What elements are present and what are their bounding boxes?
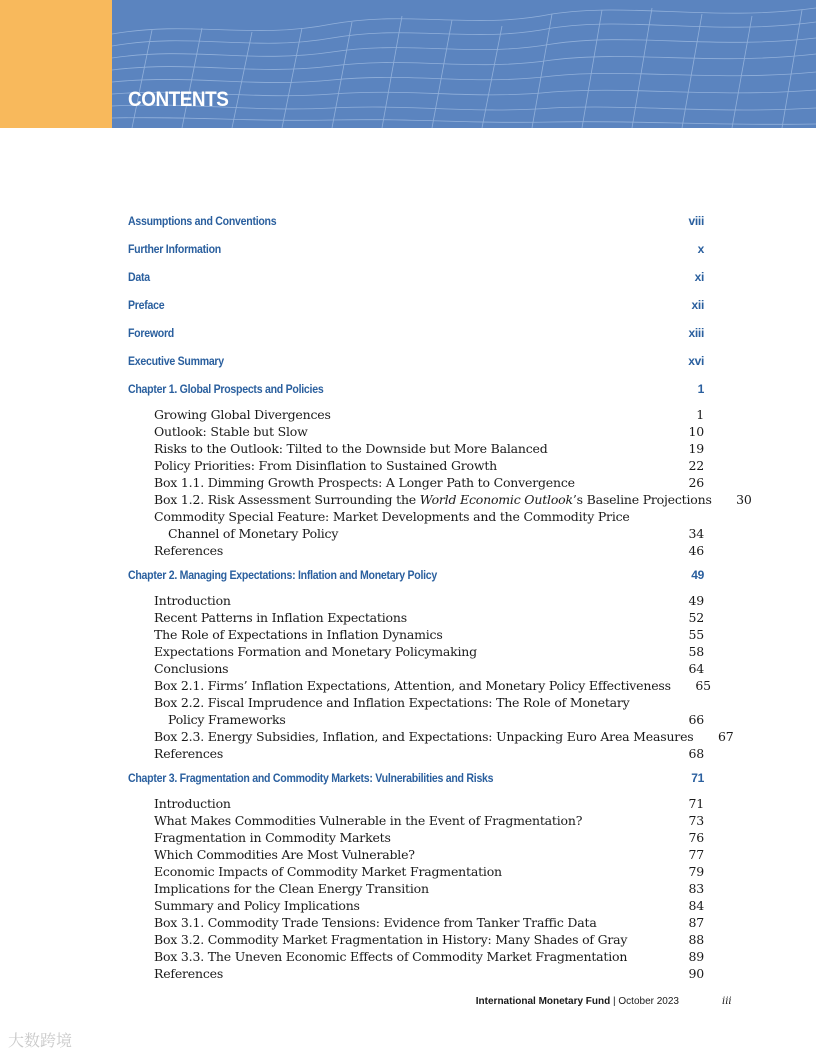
toc-entry-title: Further Information [128,242,221,256]
toc-entry[interactable] [128,542,704,559]
toc-entry-title: Risks to the Outlook: Tilted to the Downside but More Balanced [154,441,548,456]
toc-entry-title: Commodity Special Feature: Market Developments and the Commodity Price Channel of Monetary Policy [154,509,630,541]
toc-entry[interactable] [128,846,704,863]
toc-entry[interactable] [128,812,704,829]
toc-entry-page: 49 [688,593,704,608]
toc-entry-page: 30 [736,492,752,507]
toc-entry-title: References [154,746,224,761]
toc-chapter-1[interactable] [128,378,704,406]
toc-entry[interactable] [128,948,704,965]
chapter-page: 1 [697,382,704,396]
chapter-1-section [128,378,752,559]
toc-entry-page: 58 [688,644,704,659]
toc-entry-title: Box 3.2. Commodity Market Fragmentation in History: Many Shades of Gray [154,932,628,947]
footer-publication [476,996,679,1007]
toc-entry-title: Introduction [154,796,231,811]
toc-entry-title: Recent Patterns in Inflation Expectations [154,610,407,625]
toc-entry-page: 64 [688,661,704,676]
footer-publisher: International Monetary Fund [475,996,611,1007]
chapter-title: Chapter 3. Fragmentation and Commodity Markets: Vulnerabilities and Risks [128,771,494,785]
toc-entry-title: Summary and Policy Implications [154,898,360,913]
title-italic: World Economic Outlook [419,492,573,507]
toc-entry-further-information[interactable] [128,238,704,266]
toc-entry-title: Introduction [154,593,231,608]
footer-page-number: iii [722,996,732,1007]
toc-entry-page: 77 [688,847,704,862]
title-prefix: Box 1.2. Risk Assessment Surrounding the [154,492,420,507]
toc-entry[interactable] [128,491,752,508]
toc-entry-foreword[interactable] [128,322,704,350]
toc-entry-title: Foreword [128,326,175,340]
page-footer [0,996,816,1012]
toc-entry-title: Economic Impacts of Commodity Market Fragmentation [154,864,502,879]
toc-entry[interactable] [128,660,704,677]
toc-entry-title: Which Commodities Are Most Vulnerable? [154,847,415,862]
toc-entry-page: 71 [688,796,704,811]
toc-entry[interactable] [128,508,704,542]
toc-entry[interactable] [128,423,704,440]
toc-entry-title: Conclusions [154,661,229,676]
toc-entry[interactable] [128,931,704,948]
toc-entry-page: 10 [688,424,704,439]
toc-entry[interactable] [128,677,711,694]
toc-entry-page: 52 [688,610,704,625]
toc-entry[interactable] [128,474,704,491]
toc-entry-data[interactable] [128,266,704,294]
toc-entry-page: xvi [688,354,704,368]
toc-entry-page: xiii [688,326,704,340]
toc-entry-assumptions[interactable] [128,210,704,238]
footer-separator: | [610,996,619,1007]
chapter-2-section [128,564,734,762]
toc-entry-preface[interactable] [128,294,704,322]
toc-entry[interactable] [128,745,704,762]
toc-entry-title: Implications for the Clean Energy Transition [154,881,429,896]
toc-entry-page: 84 [688,898,704,913]
toc-entry-title: Box 2.3. Energy Subsidies, Inflation, and Expectations: Unpacking Euro Area Measures [154,729,694,744]
toc-entry[interactable] [128,863,704,880]
chapter-page: 71 [691,771,704,785]
toc-entry-page: 22 [688,458,704,473]
toc-entry-page: 66 [688,712,704,727]
toc-entry-page: 79 [688,864,704,879]
toc-entry-page: 89 [688,949,704,964]
toc-entry[interactable] [128,440,704,457]
toc-entry[interactable] [128,914,704,931]
accent-block [0,0,112,128]
toc-entry[interactable] [128,592,704,609]
toc-entry-page: 90 [688,966,704,981]
toc-entry-title: Executive Summary [128,354,224,368]
toc-entry[interactable] [128,626,704,643]
toc-entry-title: References [154,543,224,558]
chapter-3-section [128,767,704,982]
toc-entry-page: 76 [688,830,704,845]
header-banner [0,0,816,128]
footer-date: October 2023 [618,996,679,1007]
toc-entry-title: Box 2.1. Firms’ Inflation Expectations, Attention, and Monetary Policy Effectiveness [154,678,671,693]
toc-entry[interactable] [128,694,704,728]
toc-entry-page: 34 [688,526,704,541]
toc-entry-title: What Makes Commodities Vulnerable in the Event of Fragmentation? [154,813,583,828]
toc-entry-title: Policy Priorities: From Disinflation to Sustained Growth [154,458,497,473]
title-suffix: ’s Baseline Projections [572,492,712,507]
toc-entry[interactable] [128,457,704,474]
toc-entry[interactable] [128,609,704,626]
toc-entry-title: Box 1.1. Dimming Growth Prospects: A Longer Path to Convergence [154,475,575,490]
toc-entry-title: Box 3.3. The Uneven Economic Effects of Commodity Market Fragmentation [154,949,628,964]
table-of-contents [128,210,752,987]
toc-entry-title: Assumptions and Conventions [128,214,277,228]
toc-entry-page: 67 [717,729,734,744]
toc-entry-page: 68 [688,746,704,761]
watermark: 大数跨境 [8,1031,73,1050]
toc-entry-page: 46 [688,543,704,558]
toc-entry-title: Box 3.1. Commodity Trade Tensions: Evidence from Tanker Traffic Data [154,915,597,930]
toc-entry[interactable] [128,795,704,812]
toc-entry-page: viii [688,214,704,228]
toc-entry-page: 19 [688,441,704,456]
toc-entry-page: 83 [688,881,704,896]
toc-entry-page: 87 [688,915,704,930]
chapter-title: Chapter 1. Global Prospects and Policies [128,382,324,396]
toc-entry-title: Outlook: Stable but Slow [154,424,308,439]
toc-entry-page: 1 [696,407,704,422]
toc-entry[interactable] [128,829,704,846]
toc-entry[interactable] [128,643,704,660]
toc-entry-page: 73 [688,813,704,828]
toc-entry[interactable] [128,965,704,982]
chapter-page: 49 [691,568,704,582]
toc-entry[interactable] [128,880,704,897]
toc-entry-title: Preface [128,298,165,312]
toc-entry-page: x [697,242,704,256]
toc-entry-page: 55 [688,627,704,642]
toc-entry-title: References [154,966,224,981]
toc-entry-executive-summary[interactable] [128,350,704,378]
toc-entry-title: The Role of Expectations in Inflation Dynamics [154,627,443,642]
toc-entry-page: 65 [695,678,711,693]
toc-entry[interactable] [128,897,704,914]
toc-entry-title: Fragmentation in Commodity Markets [154,830,391,845]
toc-entry-title: Expectations Formation and Monetary Policymaking [154,644,477,659]
toc-entry-page: xii [691,298,704,312]
toc-entry[interactable] [128,406,704,423]
toc-entry-title [154,491,712,508]
toc-entry[interactable] [128,728,734,745]
toc-entry-title: Box 2.2. Fiscal Imprudence and Inflation Expectations: The Role of Monetary Policy Frameworks [154,695,630,727]
toc-entry-title: Growing Global Divergences [154,407,331,422]
chapter-title: Chapter 2. Managing Expectations: Inflation and Monetary Policy [128,568,438,582]
toc-entry-page: 88 [688,932,704,947]
toc-chapter-2[interactable] [128,564,704,592]
toc-entry-page: xi [694,270,704,284]
toc-entry-page: 26 [688,475,704,490]
toc-entry-title: Data [128,270,150,284]
page-title: CONTENTS [128,88,229,111]
toc-chapter-3[interactable] [128,767,704,795]
